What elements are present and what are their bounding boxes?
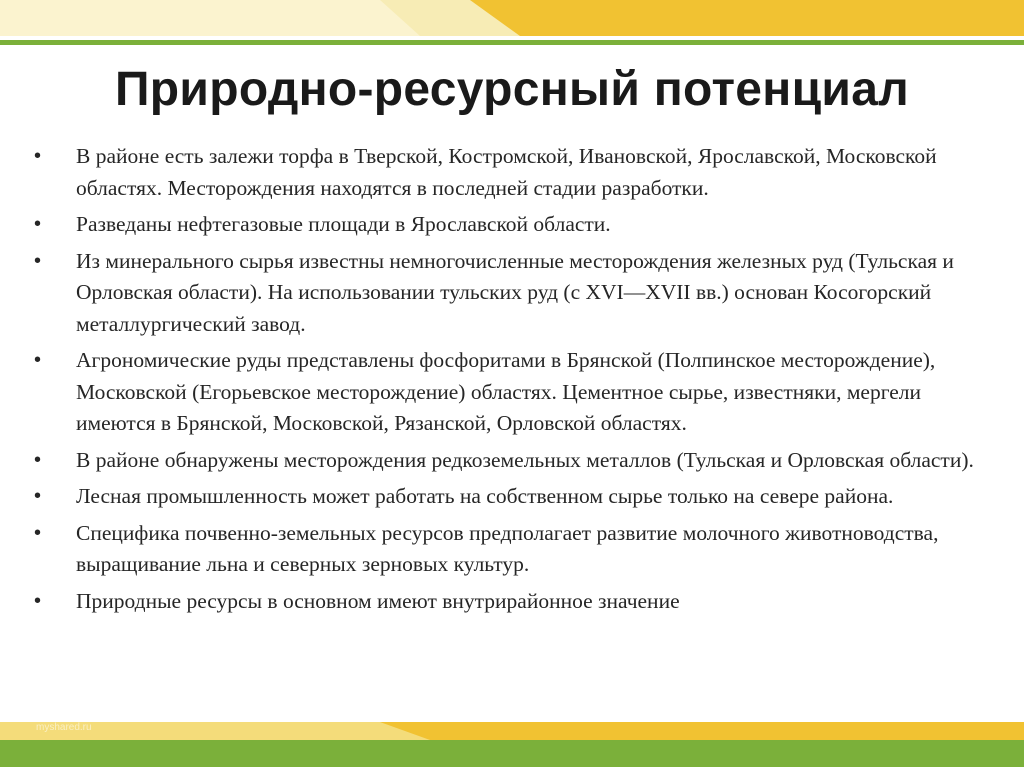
list-item-text: В районе обнаружены месторождения редкоземельных металлов (Тульская и Орловская области). <box>76 447 974 472</box>
list-item <box>34 141 984 204</box>
bullet-icon: • <box>34 521 42 544</box>
bullet-icon: • <box>34 145 42 167</box>
list-item <box>34 481 984 513</box>
list-item-text: Разведаны нефтегазовые площади в Ярославской области. <box>76 212 611 236</box>
bottom-decorative-band <box>0 720 1024 767</box>
list-item <box>34 445 984 477</box>
top-decorative-band <box>0 0 1024 46</box>
list-item <box>34 345 984 440</box>
bullet-icon: • <box>34 213 42 235</box>
list-item-text: Из минерального сырья известны немногочисленные месторождения железных руд (Тульская и Орловская области). На использовании тульских руд (с XVI—XVII вв.) основан Косогорский металлургический завод. <box>76 248 954 336</box>
list-item-text: Агрономические руды представлены фосфоритами в Брянской (Полпинское месторождение), Московской (Егорьевское месторождение) областях. Цементное сырье, известняки, мергели имеются в Брянской, Московской, Рязанской, Орловской областях. <box>76 348 936 435</box>
list-item <box>34 209 984 241</box>
bullet-icon: • <box>34 589 42 612</box>
list-item <box>34 586 984 618</box>
list-item-text: В районе есть залежи торфа в Тверской, Костромской, Ивановской, Ярославской, Московской областях. Месторождения находятся в последней стадии разработки. <box>76 144 937 200</box>
bullet-icon: • <box>34 249 42 272</box>
list-item-text: Лесная промышленность может работать на собственном сырье только на севере района. <box>76 484 894 508</box>
bullet-list <box>34 141 984 622</box>
list-item <box>34 246 984 341</box>
list-item <box>34 518 984 581</box>
watermark: myshared.ru <box>36 722 92 733</box>
list-item-text: Природные ресурсы в основном имеют внутрирайонное значение <box>76 588 680 613</box>
bullet-icon: • <box>34 448 42 471</box>
bullet-icon: • <box>34 349 42 371</box>
slide-title: Природно-ресурсный потенциал <box>114 63 909 116</box>
bullet-icon: • <box>34 485 42 507</box>
list-item-text: Специфика почвенно-земельных ресурсов предполагает развитие молочного животноводства, выращивание льна и северных зерновых культур. <box>76 520 939 576</box>
